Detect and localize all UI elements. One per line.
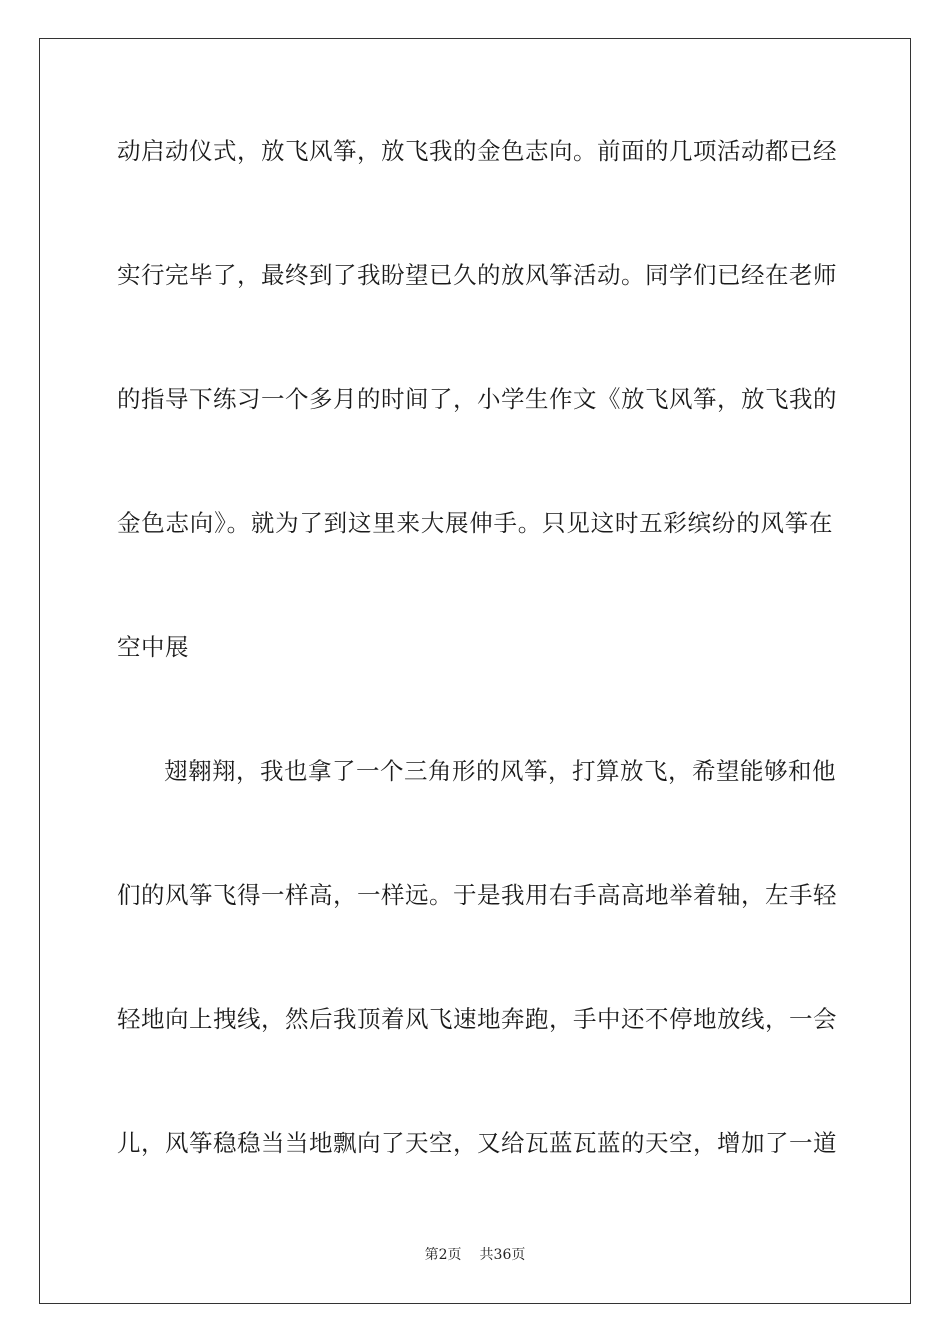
- page-total: 共36页: [479, 1247, 526, 1263]
- page-number: 第2页: [424, 1247, 462, 1263]
- paragraph-line: 实行完毕了，最终到了我盼望已久的放风筝活动。同学们已经在老师: [117, 261, 837, 289]
- paragraph-line: 空中展: [117, 633, 189, 661]
- paragraph-line: 们的风筝飞得一样高，一样远。于是我用右手高高地举着轴，左手轻: [117, 881, 837, 909]
- paragraph-line: 金色志向》。就为了到这里来大展伸手。只见这时五彩缤纷的风筝在: [117, 509, 833, 537]
- page-border: [39, 38, 911, 1304]
- paragraph-line: 的指导下练习一个多月的时间了，小学生作文《放飞风筝，放飞我的: [117, 385, 837, 413]
- paragraph-line: 轻地向上拽线，然后我顶着风飞速地奔跑，手中还不停地放线，一会: [117, 1005, 837, 1033]
- paragraph-line: 动启动仪式，放飞风筝，放飞我的金色志向。前面的几项活动都已经: [117, 137, 837, 165]
- paragraph-line: 翅翱翔，我也拿了一个三角形的风筝，打算放飞，希望能够和他: [164, 757, 836, 785]
- page-footer: [0, 1246, 950, 1264]
- paragraph-line: 儿，风筝稳稳当当地飘向了天空，又给瓦蓝瓦蓝的天空，增加了一道: [117, 1129, 837, 1157]
